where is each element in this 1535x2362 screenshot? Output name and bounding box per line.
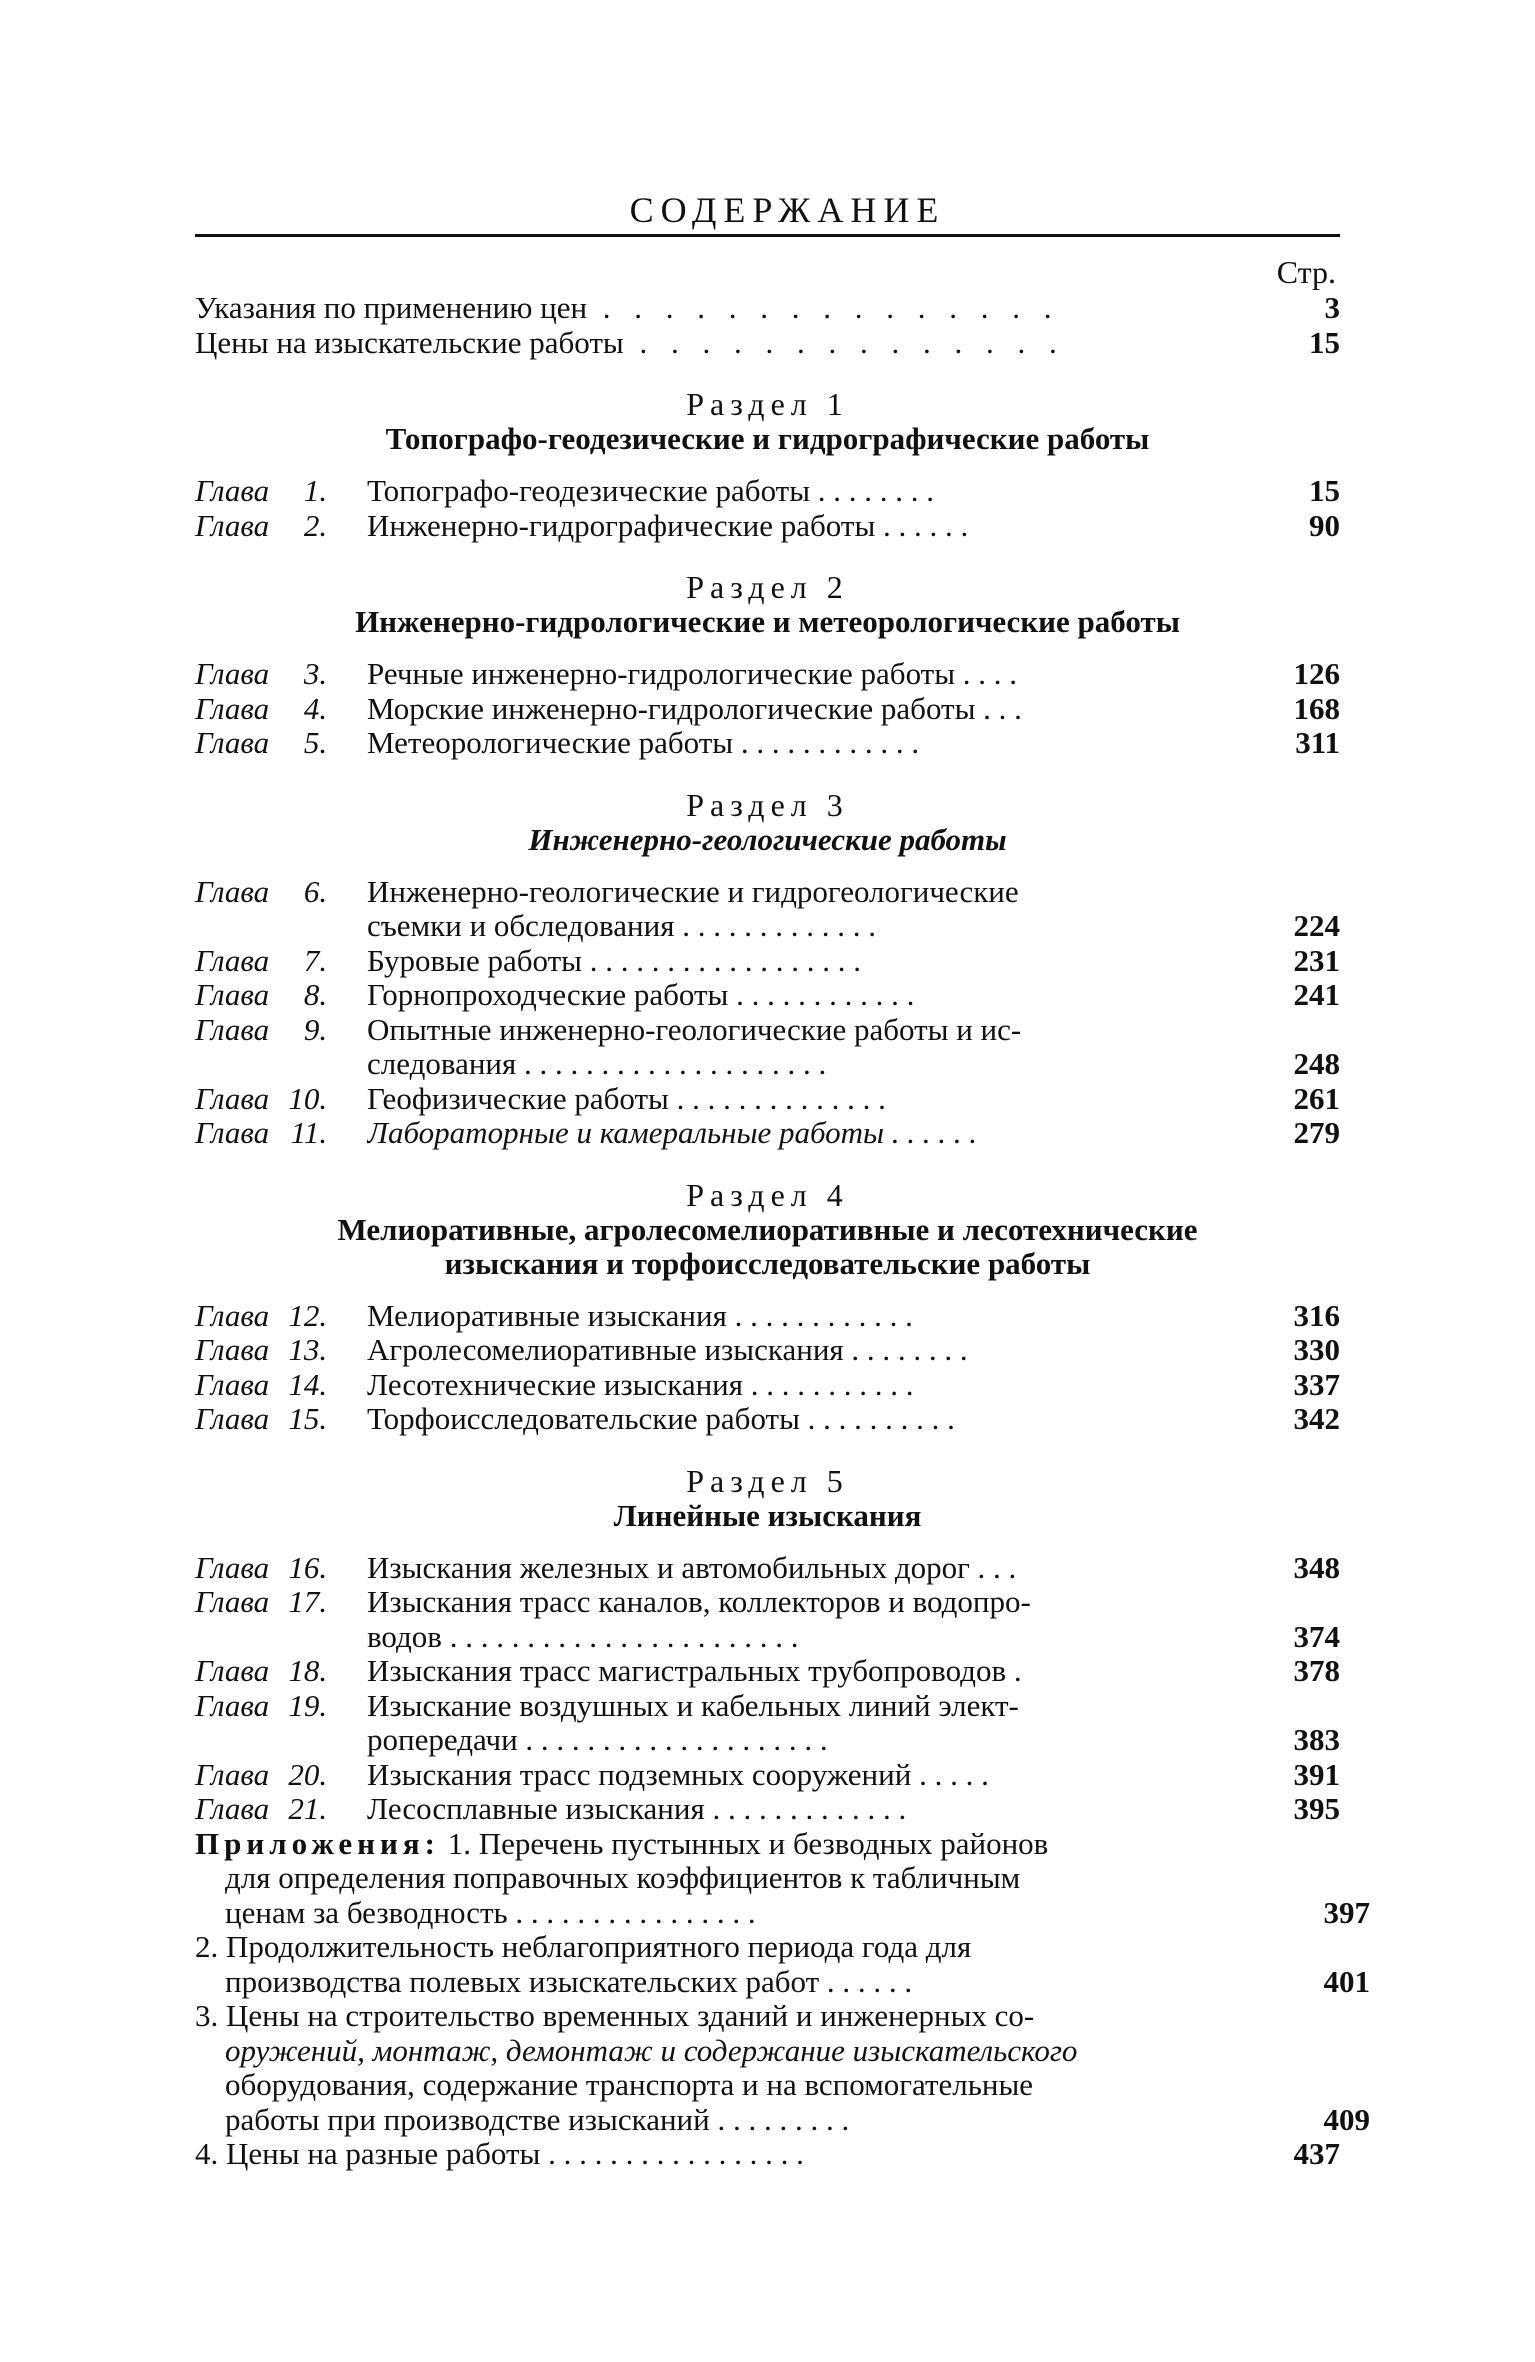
toc-appendix-continuation: оборудования, содержание транспорта и на вспомогательные xyxy=(225,2068,1034,2102)
toc-entry-intro-2[interactable]: Цены на изыскательские работы . . . . . . . . . . . . . . 15 xyxy=(195,324,1340,360)
toc-chapter[interactable]: Глава 13. Агролесомелиоративные изыскания . . . . . . . . 330 xyxy=(195,1332,1340,1367)
section-title: Инженерно-геологические работы xyxy=(528,821,1007,857)
toc-chapter-continuation: съемки и обследования . . . . . . . . . . . . . 224 xyxy=(367,908,1340,943)
toc-chapter[interactable]: Глава 12. Мелиоративные изыскания . . . . . . . . . . . . 316 xyxy=(195,1297,1340,1333)
page-number: 126 xyxy=(1293,656,1340,691)
page-number: 378 xyxy=(1293,1653,1340,1688)
toc-chapter[interactable]: Глава 17. Изыскания трасс каналов, коллекторов и водопро- xyxy=(195,1584,1031,1619)
toc-chapter[interactable]: Глава 19. Изыскание воздушных и кабельных линий элект- xyxy=(195,1687,1019,1723)
page-title: СОДЕРЖАНИЕ xyxy=(629,190,946,230)
page-number: 337 xyxy=(1293,1366,1340,1402)
toc-chapter[interactable]: Глава 8. Горнопроходческие работы . . . . . . . . . . . . 241 xyxy=(195,977,1340,1012)
page-number: 391 xyxy=(1293,1756,1340,1792)
section-title: Линейные изыскания xyxy=(613,1497,922,1533)
page-number: 241 xyxy=(1293,977,1340,1012)
toc-chapter[interactable]: Глава 2. Инженерно-гидрографические работы . . . . . . 90 xyxy=(195,507,1340,543)
toc-appendix-continuation: работы при производстве изысканий . . . . . . . . . 409 xyxy=(225,2101,1370,2137)
toc-chapter[interactable]: Глава 21. Лесосплавные изыскания . . . . . . . . . . . . . 395 xyxy=(195,1791,1340,1826)
toc-chapter[interactable]: Глава 14. Лесотехнические изыскания . . . . . . . . . . . 337 xyxy=(195,1366,1340,1402)
toc-chapter[interactable]: Глава 5. Метеорологические работы . . . . . . . . . . . . 311 xyxy=(195,725,1340,760)
toc-chapter[interactable]: Глава 1. Топографо-геодезические работы . . . . . . . . 15 xyxy=(195,473,1340,508)
page-number: 316 xyxy=(1293,1297,1340,1333)
page-number: 311 xyxy=(1295,725,1340,760)
page-number: 231 xyxy=(1293,942,1340,978)
page-number: 248 xyxy=(1293,1046,1340,1081)
toc-chapter[interactable]: Глава 11. Лабораторные и камеральные работы . . . . . . 279 xyxy=(195,1115,1340,1150)
toc-chapter[interactable]: Глава 20. Изыскания трасс подземных сооружений . . . . . 391 xyxy=(195,1756,1340,1792)
toc-chapter[interactable]: Глава 10. Геофизические работы . . . . . . . . . . . . . . 261 xyxy=(195,1080,1340,1116)
page-number: 342 xyxy=(1293,1401,1340,1436)
toc-appendix-2[interactable]: 2. Продолжительность неблагоприятного периода года для xyxy=(195,1930,972,1964)
section-heading: Раздел 4 xyxy=(686,1176,849,1213)
toc-chapter-continuation: следования . . . . . . . . . . . . . . . . . . . . 248 xyxy=(367,1046,1340,1081)
toc-appendix-continuation: ценам за безводность . . . . . . . . . . . . . . . . 397 xyxy=(225,1894,1370,1930)
toc-chapter[interactable]: Глава 16. Изыскания железных и автомобильных дорог . . . 348 xyxy=(195,1549,1340,1585)
toc-chapter[interactable]: Глава 6. Инженерно-геологические и гидрогеологические xyxy=(195,873,1019,909)
page-number: 261 xyxy=(1293,1080,1340,1116)
toc-appendix-continuation: производства полевых изыскательских работ . . . . . . 401 xyxy=(225,1963,1370,1999)
toc-entry-intro-1[interactable]: Указания по применению цен . . . . . . . . . . . . . . . 3 xyxy=(195,290,1340,325)
section-heading: Раздел 3 xyxy=(686,786,849,823)
page-number: 397 xyxy=(1323,1894,1370,1930)
toc-appendix-4[interactable]: 4. Цены на разные работы . . . . . . . . . . . . . . . . . 437 xyxy=(195,2136,1340,2171)
page-number: 409 xyxy=(1323,2101,1370,2137)
page-number: 168 xyxy=(1293,690,1340,726)
page-number: 401 xyxy=(1323,1963,1370,1999)
toc-appendix-1[interactable]: Приложения: 1. Перечень пустынных и безводных районов xyxy=(195,1826,1049,1861)
toc-appendix-continuation: оружений, монтаж, демонтаж и содержание изыскательского xyxy=(225,2033,1078,2068)
page-number: 15 xyxy=(1309,473,1340,508)
section-title: Топографо-геодезические и гидрографические работы xyxy=(385,421,1150,456)
toc-chapter[interactable]: Глава 7. Буровые работы . . . . . . . . . . . . . . . . . . 231 xyxy=(195,942,1340,978)
toc-chapter[interactable]: Глава 9. Опытные инженерно-геологические работы и ис- xyxy=(195,1011,1022,1047)
page-number: 279 xyxy=(1293,1115,1340,1150)
page-number: 383 xyxy=(1293,1722,1340,1757)
page-number: 15 xyxy=(1309,324,1340,360)
toc-page xyxy=(195,190,1370,2172)
toc-chapter-continuation: водов . . . . . . . . . . . . . . . . . . . . . . . 374 xyxy=(367,1618,1340,1654)
section-heading: Раздел 5 xyxy=(686,1462,849,1499)
section-heading: Раздел 1 xyxy=(686,386,849,422)
page-column-header: Стр. xyxy=(1276,254,1336,290)
page-number: 330 xyxy=(1293,1332,1340,1367)
toc-chapter-continuation: ропередачи . . . . . . . . . . . . . . . . . . . . 383 xyxy=(367,1722,1340,1757)
section-heading: Раздел 2 xyxy=(686,569,849,605)
section-title-line-2: изыскания и торфоисследовательские работы xyxy=(444,1245,1091,1281)
appendix-label: Приложения: xyxy=(195,1826,440,1861)
page-number: 437 xyxy=(1293,2136,1340,2171)
toc-chapter[interactable]: Глава 3. Речные инженерно-гидрологические работы . . . . 126 xyxy=(195,656,1340,691)
section-title: Мелиоративные, агролесомелиоративные и лесотехнические xyxy=(337,1211,1198,1247)
page-number: 374 xyxy=(1293,1618,1340,1654)
title-rule xyxy=(195,234,1340,237)
toc-chapter[interactable]: Глава 15. Торфоисследовательские работы . . . . . . . . . . 342 xyxy=(195,1401,1340,1436)
page-number: 395 xyxy=(1293,1791,1340,1826)
toc-chapter[interactable]: Глава 18. Изыскания трасс магистральных трубопроводов . 378 xyxy=(195,1653,1340,1688)
page-number: 3 xyxy=(1324,290,1340,325)
toc-chapter[interactable]: Глава 4. Морские инженерно-гидрологические работы . . . 168 xyxy=(195,690,1340,726)
page-number: 224 xyxy=(1293,908,1340,943)
toc-appendix-3[interactable]: 3. Цены на строительство временных зданий и инженерных со- xyxy=(195,1999,1035,2033)
page-number: 348 xyxy=(1293,1549,1340,1585)
section-title: Инженерно-гидрологические и метеорологические работы xyxy=(355,604,1180,639)
page-number: 90 xyxy=(1309,507,1340,543)
toc-appendix-continuation: для определения поправочных коэффициентов к табличным xyxy=(225,1861,1021,1895)
